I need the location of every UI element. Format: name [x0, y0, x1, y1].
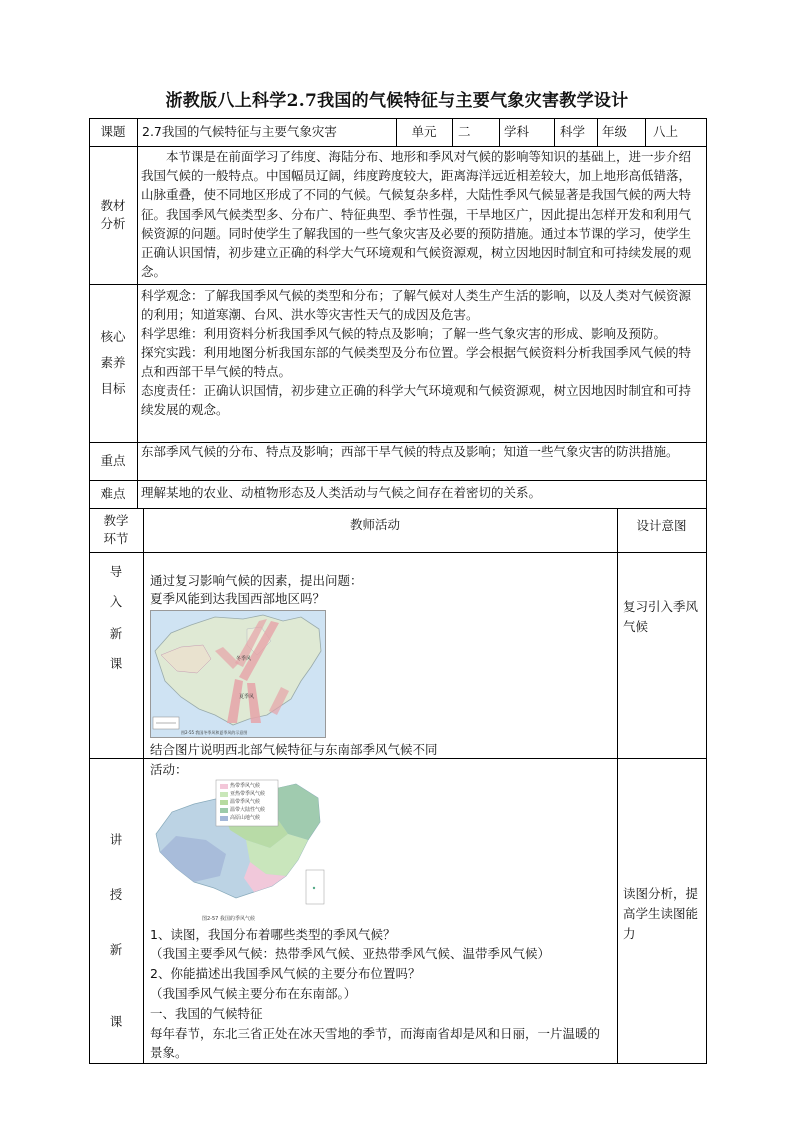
- lecture-label-char: 讲: [109, 832, 123, 847]
- goal-inquiry-practice: 探究实践：利用地图分析我国东部的气候类型及分布位置。学会根据气候资料分析我国季风气候的特点和西部干旱气候的特点。: [141, 345, 692, 379]
- difficulties-label: 难点: [100, 486, 126, 501]
- table-border: [554, 118, 555, 146]
- question-2: 2、你能描述出我国季风气候的主要分布位置吗？: [150, 966, 421, 981]
- grade-value: 八上: [653, 124, 679, 139]
- table-border: [89, 508, 707, 509]
- monsoon-map-image: [150, 610, 326, 738]
- answer-2: （我国季风气候主要分布在东南部。）: [150, 986, 357, 1001]
- analysis-label: [89, 146, 137, 284]
- climate-legend-item: 亚热带季风气候: [230, 791, 266, 797]
- climate-legend-item: 温带大陆性气候: [230, 807, 266, 813]
- monsoon-map-caption: 图2-55 我国冬季风和夏季风的示意图: [181, 730, 248, 735]
- map-label-summer-monsoon: 夏季风: [239, 694, 255, 700]
- lecture-paragraph: 每年春节，东北三省正处在冰天雪地的季节，而海南省却是风和日丽，一片温暖的景象。: [150, 1026, 601, 1060]
- unit-label: 单元: [411, 124, 437, 139]
- lecture-intent: 读图分析，提高学生读图能力: [623, 886, 699, 941]
- intro-line-1: 通过复习影响气候的因素，提出问题：: [150, 573, 363, 588]
- monsoon-map-svg: [151, 611, 325, 737]
- lecture-label-char: 课: [109, 1014, 123, 1029]
- topic-value: 2.7我国的气候特征与主要气象灾害: [142, 124, 337, 139]
- grade-label: 年级: [602, 124, 628, 139]
- answer-1: （我国主要季风气候：热带季风气候、亚热带季风气候、温带季风气候）: [150, 946, 551, 961]
- lecture-label-char: 授: [109, 887, 123, 902]
- analysis-label-1: 教材: [100, 198, 126, 213]
- table-border: [137, 118, 138, 508]
- intro-line-2: 夏季风能到达我国西部地区吗？: [150, 591, 326, 606]
- table-border: [89, 284, 707, 285]
- intent-header: 设计意图: [636, 518, 687, 533]
- table-border: [89, 1063, 707, 1064]
- lecture-label: [89, 759, 143, 1063]
- goals-label-3: 目标: [100, 381, 126, 396]
- difficulties-text: 理解某地的农业、动植物形态及人类活动与气候之间存在着密切的关系。: [141, 485, 542, 500]
- table-border: [89, 552, 707, 553]
- activity-title: 活动：: [150, 762, 188, 777]
- climate-legend-item: 高原山地气候: [230, 815, 261, 821]
- goals-label-1: 核心: [100, 329, 126, 344]
- table-border: [617, 508, 618, 1064]
- question-1: 1、读图，我国分布着哪些类型的季风气候？: [150, 927, 396, 942]
- intro-intent: 复习引入季风气候: [623, 599, 699, 634]
- unit-value: 二: [458, 124, 471, 139]
- intro-line-3: 结合图片说明西北部气候特征与东南部季风气候不同: [150, 742, 438, 757]
- table-border: [452, 118, 453, 146]
- activity-header: 教师活动: [350, 517, 401, 532]
- table-border: [645, 118, 646, 146]
- intro-label-char: 课: [109, 656, 123, 671]
- table-border: [706, 508, 707, 1064]
- key-points-label: 重点: [100, 453, 126, 468]
- intro-label-char: 新: [109, 626, 123, 641]
- table-border: [706, 118, 707, 508]
- analysis-text: [141, 146, 703, 284]
- goals-label-2: 素养: [100, 355, 126, 370]
- key-points-text: 东部季风气候的分布、特点及影响；西部干旱气候的特点及影响；知道一些气象灾害的防洪措施。: [141, 444, 679, 459]
- climate-map-caption: 图2-57 我国的季风气候: [202, 916, 255, 922]
- map-label-winter-monsoon: 冬季风: [236, 656, 252, 662]
- table-border: [597, 118, 598, 146]
- intro-label: [89, 553, 143, 758]
- analysis-paragraph: 本节课是在前面学习了纬度、海陆分布、地形和季风对气候的影响等知识的基础上，进一步介绍我国气候的一般特点。中国幅员辽阔，纬度跨度较大，距离海洋远近相差较大，加上地形高低错落，山脉重叠，使不同地区形成了不同的气候。气候复杂多样，大陆性季风气候显著是我国气候的两大特征。我国季风气候类型多、分布广、特征典型、季节性强，干旱地区广，因此提出怎样开发和利用气候资源的问题。同时使学生了解我国的一些气象灾害及必要的预防措施。通过本节课的学习，使学生正确认识国情，初步建立正确的科学大气环境观和气候资源观，树立因地因时制宜和可持续发展的观念。: [141, 149, 692, 280]
- table-border: [499, 118, 500, 146]
- goal-science-thinking: 科学思维：利用资料分析我国季风气候的特点及影响；了解一些气象灾害的形成、影响及预防。: [141, 326, 667, 341]
- stage-header-1: 教学: [103, 513, 129, 528]
- stage-header-2: 环节: [103, 531, 129, 546]
- table-border: [89, 480, 707, 481]
- analysis-label-2: 分析: [100, 216, 126, 231]
- intro-label-char: 入: [109, 594, 123, 609]
- climate-legend-item: 热带季风气候: [230, 783, 261, 789]
- lecture-label-char: 新: [109, 942, 123, 957]
- intro-label-char: 导: [109, 564, 123, 579]
- goals-label: [89, 284, 137, 442]
- goal-attitude: 态度责任：正确认识国情，初步建立正确的科学大气环境观和气候资源观，树立因地因时制宜和可持续发展的观念。: [141, 383, 692, 417]
- subject-value: 科学: [560, 124, 586, 139]
- table-border: [143, 508, 144, 1064]
- climate-map-image: [150, 778, 328, 924]
- topic-label: 课题: [100, 124, 126, 139]
- climate-legend-item: 温带季风气候: [230, 799, 261, 805]
- document-title: 浙教版八上科学2.7我国的气候特征与主要气象灾害教学设计: [165, 91, 629, 111]
- goals-text: [141, 286, 703, 442]
- goal-science-concept: 科学观念：了解我国季风气候的类型和分布；了解气候对人类生产生活的影响，以及人类对气候资源的利用；知道寒潮、台风、洪水等灾害性天气的成因及危害。: [141, 288, 692, 322]
- section-heading: 一、我国的气候特征: [150, 1006, 263, 1021]
- subject-label: 学科: [504, 124, 530, 139]
- stage-header: [89, 508, 143, 552]
